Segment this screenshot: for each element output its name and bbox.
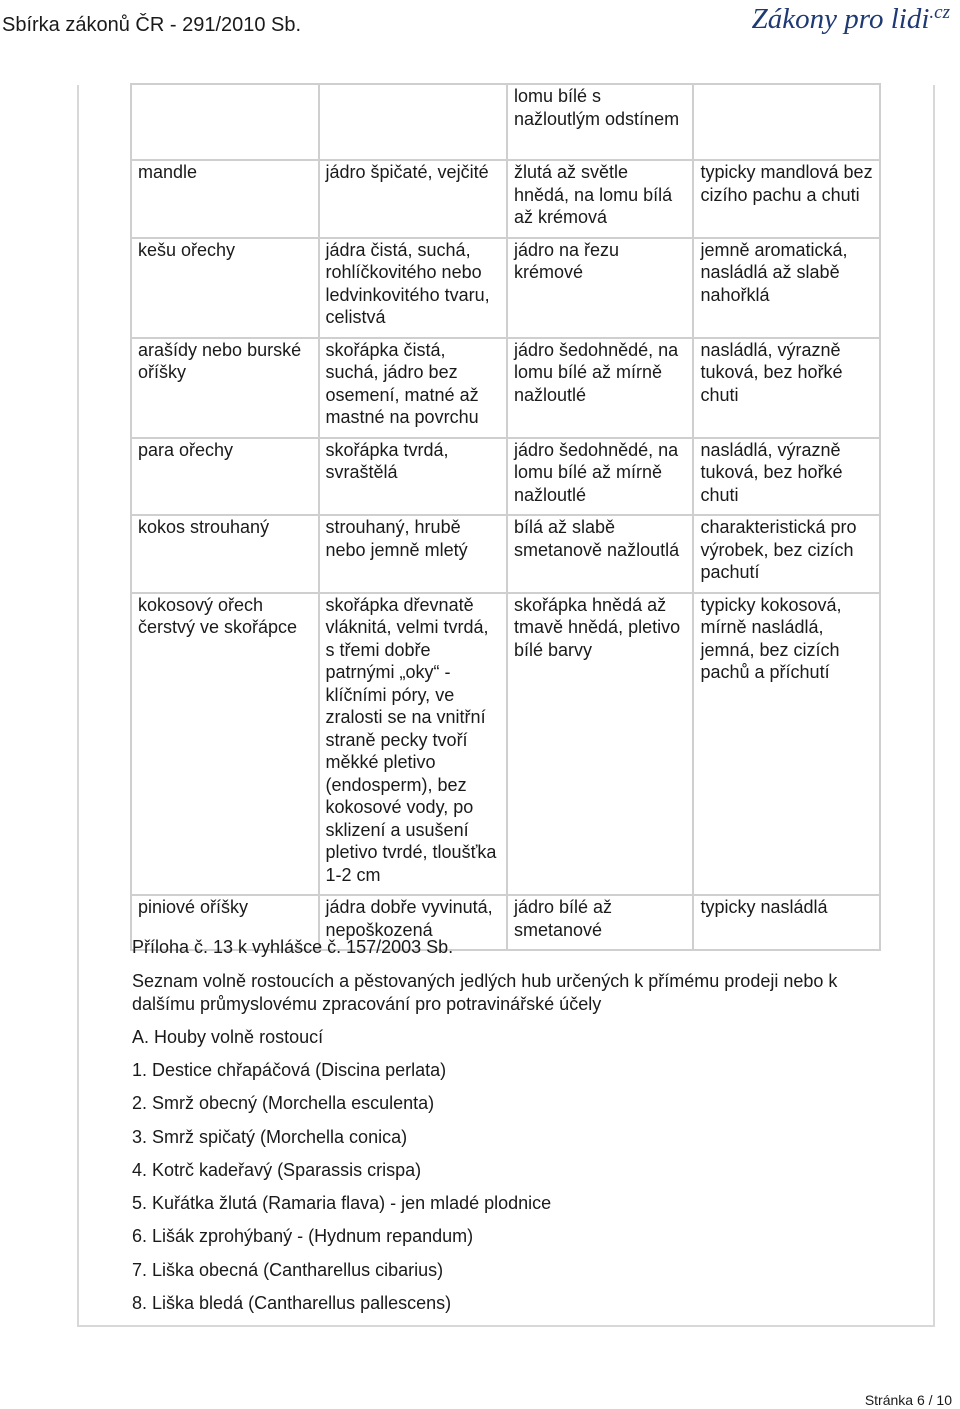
commodity-table (130, 83, 881, 951)
list-item: 8. Liška bledá (Cantharellus pallescens) (132, 1293, 452, 1313)
list-item: 7. Liška obecná (Cantharellus cibarius) (132, 1260, 444, 1280)
cell-color: jádro bílé až smetanové (507, 895, 693, 950)
cell-color: lomu bílé s nažloutlým odstínem (507, 84, 693, 160)
cell-color: bílá až slabě smetanově nažloutlá (507, 515, 693, 593)
document-title: Sbírka zákonů ČR - 291/2010 Sb. (2, 14, 302, 36)
cell-taste: charakteristická pro výrobek, bez cizích pachutí (693, 515, 880, 593)
cell-taste: typicky kokosová, mírně nasládlá, jemná, bez cizích pachů a příchutí (693, 593, 880, 896)
cell-taste (693, 84, 880, 160)
list-item: 6. Lišák zprohýbaný - (Hydnum repandum) (132, 1226, 474, 1246)
logo-text: Zákony pro lidi (751, 3, 930, 35)
list-item: 3. Smrž spičatý (Morchella conica) (132, 1127, 408, 1147)
cell-color: jádro šedohnědé, na lomu bílé až mírně nažloutlé (507, 438, 693, 516)
cell-name: kokosový ořech čerstvý ve skořápce (131, 593, 319, 896)
cell-name: mandle (131, 160, 319, 238)
section-heading: A. Houby volně rostoucí (132, 1027, 324, 1047)
cell-taste: nasládlá, výrazně tuková, bez hořké chuti (693, 338, 880, 438)
table-row (131, 238, 880, 338)
table-row (131, 338, 880, 438)
list-item: 5. Kuřátka žlutá (Ramaria flava) - jen mladé plodnice (132, 1193, 552, 1213)
cell-description: jádro špičaté, vejčité (319, 160, 508, 238)
cell-name: piniové oříšky (131, 895, 319, 950)
table-row (131, 84, 880, 160)
cell-color: skořápka hnědá až tmavě hnědá, pletivo bílé barvy (507, 593, 693, 896)
cell-taste: jemně aromatická, nasládlá až slabě nahořklá (693, 238, 880, 338)
appendix-intro: Seznam volně rostoucích a pěstovaných jedlých hub určených k přímému prodeji nebo k dalšímu průmyslovému zpracování pro potravinářské účely (132, 971, 838, 1014)
table-row (131, 515, 880, 593)
cell-taste: typicky mandlová bez cizího pachu a chuti (693, 160, 880, 238)
cell-color: žlutá až světle hnědá, na lomu bílá až krémová (507, 160, 693, 238)
cell-name: para ořechy (131, 438, 319, 516)
logo-suffix: .cz (929, 2, 950, 23)
list-item: 4. Kotrč kadeřavý (Sparassis crispa) (132, 1160, 422, 1180)
appendix-heading: Příloha č. 13 k vyhlášce č. 157/2003 Sb. (132, 937, 454, 957)
list-item: 1. Destice chřapáčová (Discina perlata) (132, 1060, 447, 1080)
site-logo[interactable] (752, 2, 950, 36)
cell-name: arašídy nebo burské oříšky (131, 338, 319, 438)
list-item: 2. Smrž obecný (Morchella esculenta) (132, 1093, 435, 1113)
cell-color: jádro šedohnědé, na lomu bílé až mírně nažloutlé (507, 338, 693, 438)
table-row (131, 160, 880, 238)
cell-name: kešu ořechy (131, 238, 319, 338)
table-row (131, 593, 880, 896)
cell-description: strouhaný, hrubě nebo jemně mletý (319, 515, 508, 593)
cell-description: jádra čistá, suchá, rohlíčkovitého nebo ledvinkovitého tvaru, celistvá (319, 238, 508, 338)
cell-description (319, 84, 508, 160)
cell-name: kokos strouhaný (131, 515, 319, 593)
cell-description: jádra dobře vyvinutá, nepoškozená (319, 895, 508, 950)
cell-color: jádro na řezu krémové (507, 238, 693, 338)
cell-description: skořápka dřevnatě vláknitá, velmi tvrdá, s třemi dobře patrnými „oky“ - klíčními póry, ve zralosti se na vnitřní straně pecky tvoří měkké pletivo (endosperm), bez kokosové vody, po sklizení a usušení pletivo tvrdé, tloušťka 1-2 cm (319, 593, 508, 896)
page-number: Stránka 6 / 10 (864, 1392, 952, 1408)
cell-description: skořápka čistá, suchá, jádro bez osemení, matné až mastné na povrchu (319, 338, 508, 438)
cell-taste: typicky nasládlá (693, 895, 880, 950)
cell-taste: nasládlá, výrazně tuková, bez hořké chuti (693, 438, 880, 516)
cell-description: skořápka tvrdá, svraštělá (319, 438, 508, 516)
table-row (131, 438, 880, 516)
cell-name (131, 84, 319, 160)
